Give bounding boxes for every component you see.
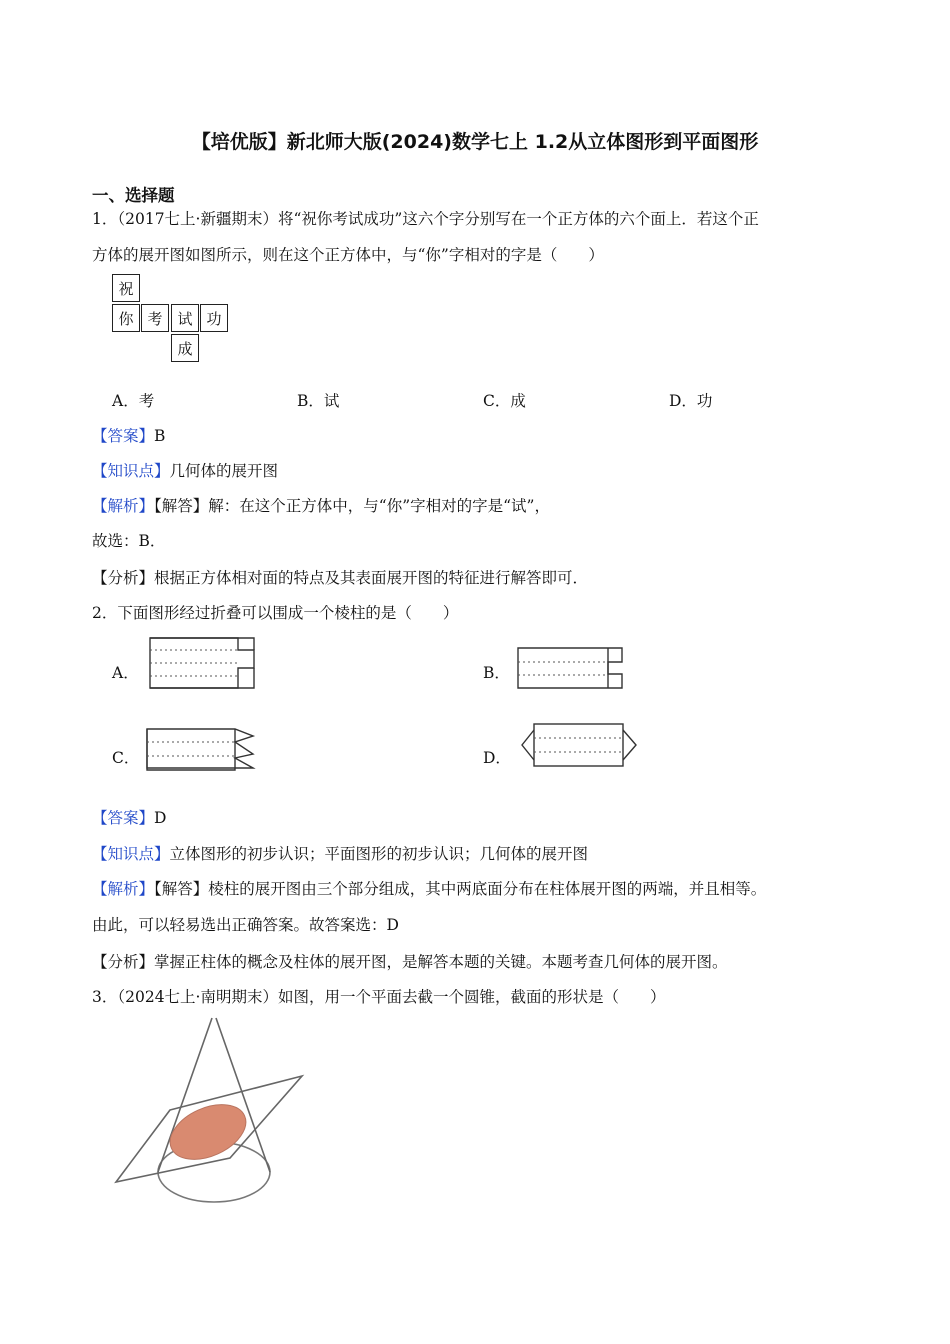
q1-knowledge: 【知识点】几何体的展开图 [92, 462, 279, 480]
q1-answer: 【答案】B [92, 427, 166, 445]
q2-text-line1: 2．下面图形经过折叠可以围成一个棱柱的是（ ） [92, 604, 459, 622]
q2-answer: 【答案】D [92, 809, 167, 827]
q1-text-line2: 方体的展开图如图所示，则在这个正方体中，与“你”字相对的字是（ ） [92, 246, 604, 264]
net-face-2: 你 [112, 304, 140, 332]
net-face-6: 成 [171, 334, 199, 362]
q2-option-c-label: C． [112, 749, 140, 767]
q2-option-c-figure [143, 726, 257, 774]
q1-summary: 【分析】根据正方体相对面的特点及其表面展开图的特征进行解答即可． [92, 569, 589, 587]
q1-analysis-line2: 故选：B． [92, 532, 166, 550]
net-face-5: 功 [200, 304, 228, 332]
q2-option-a-figure [146, 636, 260, 692]
q1-option-c: C．成 [483, 392, 526, 410]
q2-option-b-figure [514, 646, 628, 692]
q2-knowledge: 【知识点】立体图形的初步认识；平面图形的初步认识；几何体的展开图 [92, 845, 589, 863]
q1-analysis: 【解析】【解答】解：在这个正方体中，与“你”字相对的字是“试”， [92, 497, 550, 515]
q2-option-b-label: B． [483, 664, 510, 682]
q1-text-line1: 1．（2017七上·新疆期末）将“祝你考试成功”这六个字分别写在一个正方体的六个面上．若这个正 [92, 210, 759, 228]
q2-summary: 【分析】掌握正柱体的概念及柱体的展开图，是解答本题的关键。本题考查几何体的展开图。 [92, 953, 728, 971]
q2-analysis: 【解析】【解答】棱柱的展开图由三个部分组成，其中两底面分布在柱体展开图的两端，并且相等。 [92, 880, 767, 898]
q2-option-d-figure [518, 720, 640, 770]
q2-option-d-label: D． [483, 749, 511, 767]
net-face-4: 试 [171, 304, 199, 332]
q2-option-a-label: A． [112, 664, 139, 682]
net-face-1: 祝 [112, 274, 140, 302]
q2-analysis-line2: 由此，可以轻易选出正确答案。故答案选：D [92, 916, 399, 934]
net-face-3: 考 [141, 304, 169, 332]
q1-option-a: A．考 [112, 392, 155, 410]
section-ellipse [162, 1094, 255, 1170]
q1-option-d: D．功 [669, 392, 713, 410]
q1-option-b: B．试 [297, 392, 340, 410]
page-title: 【培优版】新北师大版(2024)数学七上 1.2从立体图形到平面图形 [191, 131, 759, 153]
section-heading: 一、选择题 [92, 186, 175, 205]
cube-net-figure [112, 274, 232, 366]
cone-section-figure [110, 1014, 310, 1214]
q3-text-line1: 3．（2024七上·南明期末）如图，用一个平面去截一个圆锥，截面的形状是（ ） [92, 988, 666, 1006]
